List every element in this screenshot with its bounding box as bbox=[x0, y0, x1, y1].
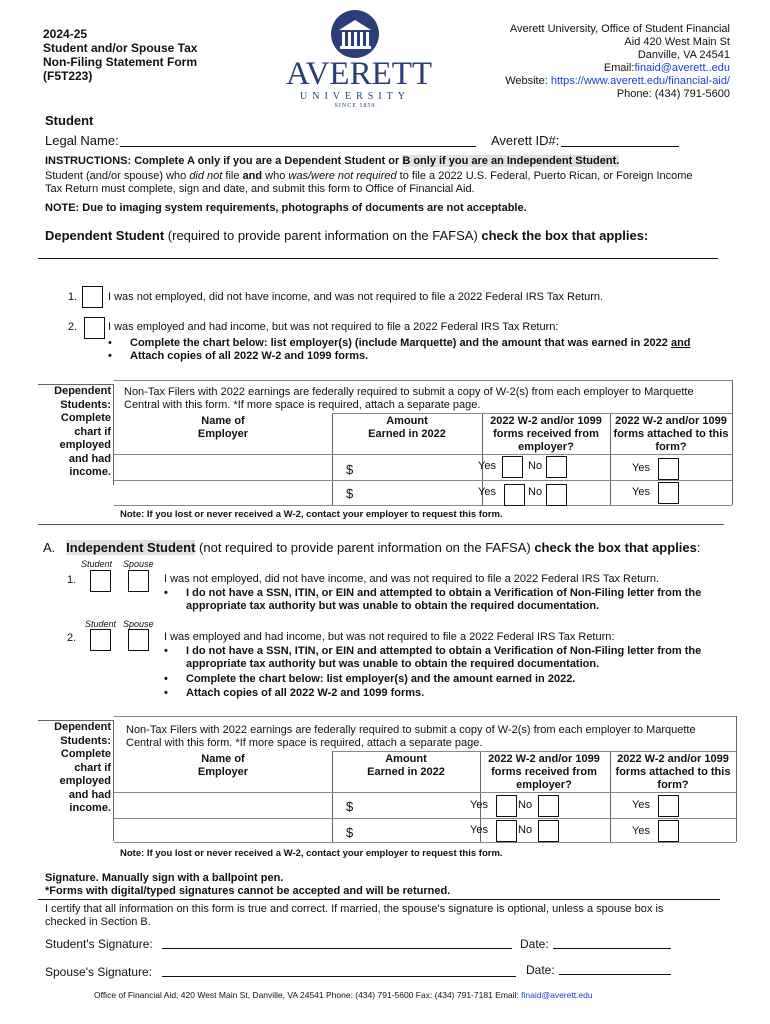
col-received-line: 2022 W-2 and/or 1099 bbox=[490, 415, 602, 427]
ind-item2-student-checkbox[interactable] bbox=[90, 629, 111, 651]
footer-email-link[interactable]: finaid@averett.edu bbox=[521, 990, 593, 1000]
grid-line bbox=[332, 413, 333, 505]
ind-item1-student-checkbox[interactable] bbox=[90, 570, 111, 592]
side-label-line: Complete bbox=[60, 412, 111, 424]
independent-title bbox=[43, 540, 701, 555]
imaging-note: NOTE: Due to imaging system requirements, photographs of documents are not acceptable. bbox=[45, 202, 527, 214]
side-label-line: and had bbox=[68, 788, 111, 801]
dep-item2-number: 2. bbox=[68, 321, 78, 333]
row2-attached-yes: Yes bbox=[632, 825, 650, 837]
ind-item2-bullet1-line: appropriate tax authority but was unable to obtain the required documentation. bbox=[186, 658, 600, 670]
dep-item2-checkbox[interactable] bbox=[84, 317, 105, 339]
website-link[interactable]: https://www.averett.edu/financial-aid/ bbox=[550, 75, 730, 87]
col-amount-line: Amount bbox=[385, 753, 427, 765]
office-phone: Phone: (434) 791-5600 bbox=[616, 88, 730, 100]
student-date-field[interactable] bbox=[553, 948, 671, 949]
row1-received-yes-checkbox[interactable] bbox=[502, 456, 523, 478]
row1-received-yes: Yes bbox=[470, 799, 488, 811]
student-date-label: Date: bbox=[520, 937, 549, 951]
logo-seal-icon bbox=[286, 8, 424, 60]
grid-line bbox=[736, 716, 737, 842]
ind-item1-text: I was not employed, did not have income, and was not required to file a 2022 Federal IRS Tax Return. bbox=[164, 573, 660, 585]
instr-t1f: was/were not required bbox=[288, 170, 397, 182]
table-b-col-amount bbox=[332, 753, 480, 779]
col-received-line: employer? bbox=[518, 441, 574, 453]
row2-received-no-checkbox[interactable] bbox=[538, 820, 559, 842]
office-email-line bbox=[450, 62, 730, 75]
table-b-intro2: Central with this form. *If more space is required, attach a separate page. bbox=[126, 737, 483, 749]
side-label-line: Dependent bbox=[54, 385, 111, 397]
side-label-line: Dependent bbox=[54, 721, 111, 733]
dependent-title bbox=[45, 228, 648, 243]
dep-item2-text: I was employed and had income, but was not required to file a 2022 Federal IRS Tax Return: bbox=[108, 321, 559, 333]
row1-received-no-checkbox[interactable] bbox=[538, 795, 559, 817]
row2-received-no: No bbox=[518, 824, 533, 836]
row1-received-no: No bbox=[518, 799, 533, 811]
table-a-col-amount bbox=[332, 415, 482, 441]
row2-attached-checkbox[interactable] bbox=[658, 820, 679, 842]
side-label-line: chart if bbox=[74, 425, 111, 438]
independent-title-mid: (not required to provide parent information on the FAFSA) bbox=[195, 540, 535, 555]
grid-line bbox=[610, 751, 611, 842]
row2-received-yes-checkbox[interactable] bbox=[504, 484, 525, 506]
spouse-signature-label: Spouse's Signature: bbox=[45, 965, 153, 979]
grid-line bbox=[332, 413, 732, 414]
office-line1: Averett University, Office of Student Financial bbox=[509, 23, 730, 35]
row1-received-no-checkbox[interactable] bbox=[546, 456, 567, 478]
independent-title-bold: Independent Student bbox=[66, 540, 196, 555]
averett-id-field[interactable] bbox=[561, 146, 679, 147]
col-received-line: forms received from bbox=[491, 766, 597, 778]
form-title-line1: Student and/or Spouse Tax bbox=[43, 41, 198, 55]
dep-item1-number: 1. bbox=[68, 291, 78, 303]
student-heading: Student bbox=[45, 113, 94, 128]
logo-since: SINCE 1859 bbox=[334, 103, 376, 109]
row1-received-yes-checkbox[interactable] bbox=[496, 795, 517, 817]
ind-item1-spouse-checkbox[interactable] bbox=[128, 570, 149, 592]
row2-attached-checkbox[interactable] bbox=[658, 482, 679, 504]
dependent-title-mid: (required to provide parent information on the FAFSA) bbox=[164, 228, 482, 243]
student-signature-label: Student's Signature: bbox=[45, 937, 153, 951]
divider bbox=[38, 258, 718, 259]
table-b-side-label bbox=[38, 720, 114, 841]
instructions-part-b: B only if you are an Independent Student. bbox=[402, 155, 620, 167]
signature-heading: Signature. Manually sign with a ballpoint pen. bbox=[45, 872, 284, 884]
row1-currency: $ bbox=[346, 462, 354, 477]
grid-line bbox=[114, 380, 732, 381]
row1-received-no: No bbox=[528, 460, 543, 472]
legal-name-label: Legal Name: bbox=[45, 133, 119, 148]
form-code: (F5T223) bbox=[43, 69, 93, 83]
dependent-title-end: check the box that applies: bbox=[481, 228, 649, 243]
divider bbox=[38, 524, 724, 525]
row2-received-yes-checkbox[interactable] bbox=[496, 820, 517, 842]
side-label-line: employed bbox=[59, 775, 111, 787]
side-label-line: Students: bbox=[60, 398, 111, 411]
grid-line bbox=[610, 413, 611, 505]
col-attached-line: form? bbox=[657, 779, 689, 791]
col-amount-line: Earned in 2022 bbox=[368, 428, 446, 440]
ind-item1-number: 1. bbox=[67, 574, 77, 586]
independent-letter: A. bbox=[43, 540, 56, 555]
grid-line bbox=[114, 505, 732, 506]
side-label-line: income. bbox=[69, 466, 111, 478]
table-a-intro1: Non-Tax Filers with 2022 earnings are federally required to submit a copy of W-2(s) from each employer to Marquette bbox=[124, 386, 694, 398]
spouse-signature-field[interactable] bbox=[162, 976, 516, 977]
ind-col-student-2: Student bbox=[85, 619, 117, 629]
dep-bullet2: • Attach copies of all 2022 W-2 and 1099 forms. bbox=[130, 350, 368, 363]
ind-col-spouse-2: Spouse bbox=[123, 619, 154, 629]
row1-attached-checkbox[interactable] bbox=[658, 458, 679, 480]
grid-line bbox=[332, 751, 333, 842]
averett-logo bbox=[286, 8, 433, 109]
ind-item1-bullet-line: • I do not have a SSN, ITIN, or EIN and attempted to obtain a Verification of Non-Filing letter from the bbox=[186, 587, 702, 599]
certify-line1: I certify that all information on this form is true and correct. If married, the spouse's signature is optional, unless a spouse box is bbox=[45, 903, 664, 915]
col-employer-line: Employer bbox=[197, 428, 249, 440]
certify-line2: checked in Section B. bbox=[45, 916, 151, 928]
col-attached-line: 2022 W-2 and/or 1099 bbox=[617, 753, 729, 765]
col-employer-line: Employer bbox=[197, 766, 249, 778]
earnings-table-dependent bbox=[38, 380, 732, 508]
instr-t1c: file bbox=[222, 170, 243, 182]
col-attached-line: forms attached to this bbox=[615, 766, 731, 778]
legal-name-field[interactable] bbox=[120, 146, 476, 147]
logo-university: UNIVERSITY bbox=[300, 91, 410, 102]
ind-col-student: Student bbox=[81, 559, 113, 569]
col-attached-line: form? bbox=[655, 441, 687, 453]
dep-bullet1-rest: : list employer(s) (include Marquette) and the amount that was earned in 2022 bbox=[263, 337, 671, 349]
instructions-text1 bbox=[45, 170, 735, 183]
grid-line bbox=[114, 716, 736, 717]
col-employer-line: Name of bbox=[201, 415, 245, 427]
col-employer-line: Name of bbox=[201, 753, 245, 765]
row2-received-yes: Yes bbox=[470, 824, 488, 836]
footer bbox=[94, 990, 593, 1001]
email-link[interactable]: finaid@averett..edu bbox=[634, 62, 730, 74]
instr-t1b: did not bbox=[189, 170, 223, 182]
office-line2: Aid 420 West Main St bbox=[624, 36, 730, 48]
row2-received-no: No bbox=[528, 486, 543, 498]
office-line3: Danville, VA 24541 bbox=[637, 49, 730, 61]
independent-title-colon: : bbox=[696, 540, 701, 555]
table-b-col-received bbox=[480, 753, 608, 792]
ind-item2-bullet1 bbox=[186, 645, 701, 671]
table-b-intro1: Non-Tax Filers with 2022 earnings are federally required to submit a copy of W-2(s) from each employer to Marquette bbox=[126, 724, 696, 736]
table-a-col-attached bbox=[610, 415, 732, 454]
website-label: Website: bbox=[505, 75, 551, 87]
ind-item1-bullet bbox=[186, 587, 701, 613]
col-attached-line: forms attached to this bbox=[613, 428, 729, 440]
instructions-heading bbox=[45, 155, 619, 168]
averett-id-label: Averett ID#: bbox=[491, 133, 560, 148]
dep-bullet1 bbox=[130, 337, 691, 350]
grid-line bbox=[332, 751, 736, 752]
instr-t1e: who bbox=[262, 170, 289, 182]
logo-wordmark: AVERETT bbox=[286, 56, 433, 92]
col-amount-line: Amount bbox=[386, 415, 428, 427]
ind-col-spouse: Spouse bbox=[123, 559, 154, 569]
grid-line bbox=[114, 792, 736, 793]
ind-item1-bullet-line: appropriate tax authority but was unable to obtain the required documentation. bbox=[186, 600, 600, 612]
dep-bullet1-bold: Complete the chart below bbox=[130, 337, 264, 349]
table-b-col-employer bbox=[114, 753, 332, 779]
form-title-line2: Non-Filing Statement Form bbox=[43, 55, 197, 69]
side-label-line: Students: bbox=[60, 734, 111, 747]
ind-item2-text: I was employed and had income, but was not required to file a 2022 Federal IRS Tax Return: bbox=[164, 631, 615, 643]
side-label-line: chart if bbox=[74, 761, 111, 774]
col-amount-line: Earned in 2022 bbox=[367, 766, 445, 778]
dependent-title-bold: Dependent Student bbox=[45, 228, 165, 243]
instr-t1a: Student (and/or spouse) who bbox=[45, 170, 190, 182]
table-b-col-attached bbox=[610, 753, 736, 792]
signature-warning: *Forms with digital/typed signatures cannot be accepted and will be returned. bbox=[45, 885, 451, 897]
ind-item2-bullet2: • Complete the chart below: list employer(s) and the amount earned in 2022. bbox=[186, 673, 575, 686]
dep-bullet1-and: and bbox=[670, 337, 691, 349]
table-b-footnote: Note: If you lost or never received a W-2, contact your employer to request this form. bbox=[120, 848, 503, 859]
ind-item2-bullet3: • Attach copies of all 2022 W-2 and 1099 forms. bbox=[186, 687, 424, 700]
row1-attached-yes: Yes bbox=[632, 799, 650, 811]
row1-attached-checkbox[interactable] bbox=[658, 795, 679, 817]
ind-item2-spouse-checkbox[interactable] bbox=[128, 629, 149, 651]
instructions-text2: Tax Return must complete, sign and date, and submit this form to Office of Financial Aid. bbox=[45, 183, 475, 195]
row2-received-yes: Yes bbox=[478, 486, 496, 498]
spouse-date-label: Date: bbox=[526, 963, 555, 977]
instr-t1d: and bbox=[242, 170, 263, 182]
dep-item1-checkbox[interactable] bbox=[82, 286, 103, 308]
ind-item2-bullet1-line: • I do not have a SSN, ITIN, or EIN and attempted to obtain a Verification of Non-Filing letter from the bbox=[186, 645, 702, 657]
col-received-line: employer? bbox=[516, 779, 572, 791]
spouse-date-field[interactable] bbox=[559, 974, 671, 975]
table-a-col-received bbox=[482, 415, 610, 454]
divider bbox=[38, 899, 720, 900]
grid-line bbox=[114, 842, 736, 843]
footer-text: Office of Financial Aid, 420 West Main St, Danville, VA 24541 Phone: (434) 791-5600 Fax: (434) 791-7181 Email: bbox=[94, 990, 522, 1000]
instr-t1g: to file a 2022 U.S. Federal, Puerto Rican, or Foreign Income bbox=[396, 170, 693, 182]
row2-currency: $ bbox=[346, 825, 354, 840]
student-signature-field[interactable] bbox=[162, 948, 512, 949]
dep-item1-text: I was not employed, did not have income, and was not required to file a 2022 Federal IRS Tax Return. bbox=[108, 291, 604, 303]
independent-title-end: check the box that applies bbox=[534, 540, 697, 555]
instructions-part-a: INSTRUCTIONS: Complete A only if you are a Dependent Student or bbox=[45, 155, 403, 167]
grid-line bbox=[114, 818, 736, 819]
col-received-line: forms received from bbox=[493, 428, 599, 440]
side-label-line: and had bbox=[68, 452, 111, 465]
office-website-line bbox=[450, 75, 730, 88]
side-label-line: income. bbox=[69, 802, 111, 814]
row1-attached-yes: Yes bbox=[632, 462, 650, 474]
grid-line bbox=[732, 380, 733, 505]
grid-line bbox=[114, 454, 732, 455]
col-attached-line: 2022 W-2 and/or 1099 bbox=[615, 415, 727, 427]
grid-line bbox=[114, 480, 732, 481]
row2-attached-yes: Yes bbox=[632, 486, 650, 498]
table-a-footnote: Note: If you lost or never received a W-2, contact your employer to request this form. bbox=[120, 509, 503, 520]
table-a-intro2: Central with this form. *If more space is required, attach a separate page. bbox=[124, 399, 481, 411]
col-received-line: 2022 W-2 and/or 1099 bbox=[488, 753, 600, 765]
row1-received-yes: Yes bbox=[478, 460, 496, 472]
row2-received-no-checkbox[interactable] bbox=[546, 484, 567, 506]
email-label: Email: bbox=[603, 62, 635, 74]
ind-item2-number: 2. bbox=[67, 632, 77, 644]
table-a-col-employer bbox=[114, 415, 332, 441]
table-a-side-label bbox=[38, 384, 114, 485]
office-address bbox=[450, 23, 730, 101]
side-label-line: employed bbox=[59, 439, 111, 451]
form-year: 2024-25 bbox=[43, 27, 88, 41]
row2-currency: $ bbox=[346, 486, 354, 501]
earnings-table-independent bbox=[38, 716, 738, 846]
row1-currency: $ bbox=[346, 799, 354, 814]
side-label-line: Complete bbox=[60, 748, 111, 760]
